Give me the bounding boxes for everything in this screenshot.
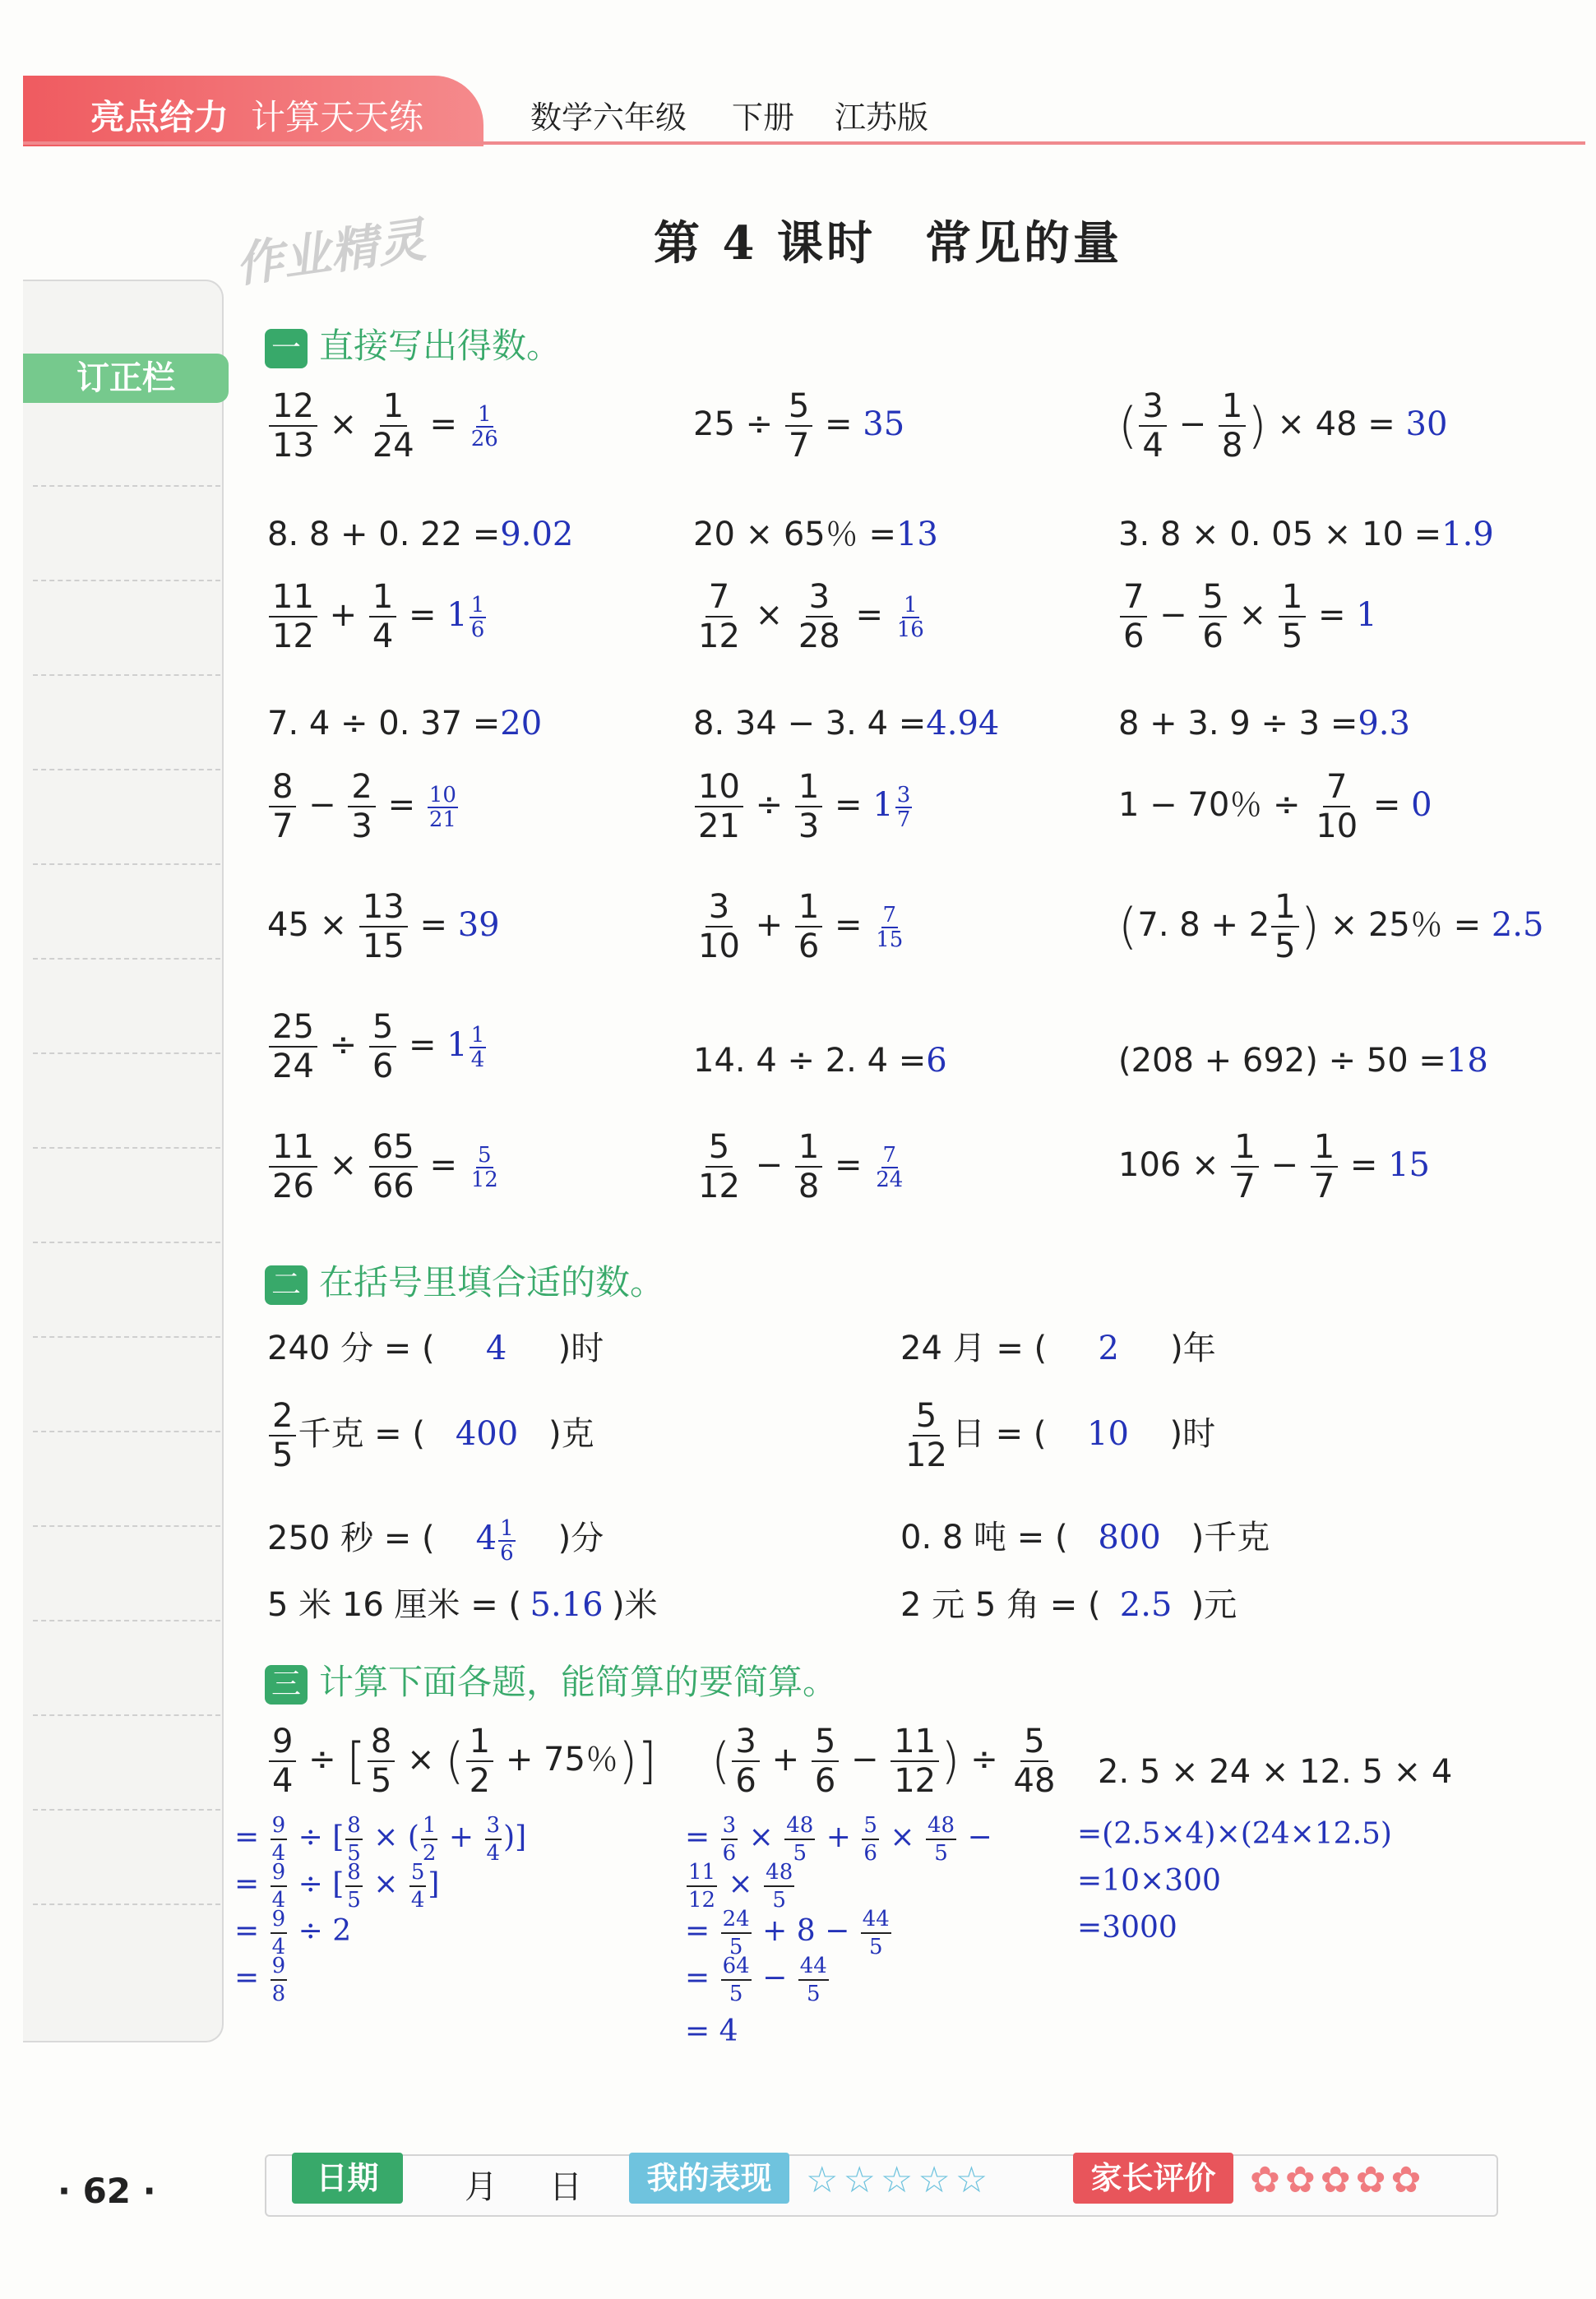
answer: 4.94	[926, 705, 1000, 742]
sidebar-line	[33, 1714, 220, 1716]
answer: 1 $\frac{1}{4}$	[446, 1023, 485, 1072]
answer: 39	[457, 906, 500, 944]
answer: 4 $\frac{1}{6}$	[475, 1516, 514, 1566]
problem-r4c3: 8 + 3. 9 ÷ 3 =9.3	[1118, 705, 1410, 742]
answer: 6	[926, 1042, 947, 1080]
work-1-step2: = $\frac{9}{4}$ ÷ [ $\frac{8}{5}$ × $\frac{5}{4}$ ]	[234, 1860, 440, 1913]
section-title-1: 直接写出得数。	[319, 326, 562, 366]
sidebar-line	[33, 1525, 220, 1527]
date-label: 日期	[292, 2153, 403, 2204]
work-2-step3: = $\frac{64}{5}$ − $\frac{44}{5}$	[685, 1954, 827, 2006]
problem-3-3: 2. 5 × 24 × 12. 5 × 4	[1098, 1753, 1453, 1791]
work-2-step2: = $\frac{24}{5}$ + 8 − $\frac{44}{5}$	[685, 1907, 890, 1959]
section-title-3: 计算下面各题，能简算的要简算。	[319, 1662, 838, 1702]
fill-d1: 5 米 16 厘米 = ( 5.16 )米	[267, 1586, 658, 1624]
answer: 9.3	[1358, 705, 1410, 742]
answer: 1 $\frac{3}{7}$	[872, 783, 911, 832]
work-2-step1: = $\frac{3}{6}$ × $\frac{48}{5}$ + $\frac{5}{6}$ × $\frac{48}{5}$ −	[685, 1813, 992, 1866]
sidebar-line	[33, 863, 220, 865]
answer: 15	[1388, 1146, 1431, 1184]
answer: 2	[1098, 1330, 1119, 1367]
lesson-title: 第 4 课时 常见的量	[654, 216, 1122, 271]
problem-r2c2: 20 × 65％ =13	[693, 516, 938, 553]
answer: $\frac{7}{15}$	[876, 903, 904, 952]
problem-r3c1: $\frac{11}{12}$ + $\frac{1}{4}$ = 1 $\frac{1}{6}$	[267, 581, 488, 653]
answer: 800	[1098, 1519, 1161, 1557]
problem-r2c3: 3. 8 × 0. 05 × 10 =1.9	[1118, 516, 1494, 553]
sidebar-label: 订正栏	[23, 354, 229, 403]
sidebar-line	[33, 1242, 220, 1243]
problem-r8c1: $\frac{11}{26}$ × $\frac{65}{66}$ = $\frac{5}{12}$	[267, 1131, 502, 1203]
answer: $\frac{1}{16}$	[896, 593, 924, 642]
problem-r1c1: $\frac{12}{13}$ × $\frac{1}{24}$ = $\frac{1}{26}$	[267, 390, 502, 462]
brand-subtitle: 计算天天练	[251, 97, 424, 137]
fill-a2: 24 月 = ( 2 )年	[900, 1330, 1216, 1367]
answer: $\frac{10}{21}$	[428, 783, 456, 832]
problem-r3c3: $\frac{7}{6}$ − $\frac{5}{6}$ × $\frac{1}{5}$ = 1	[1118, 581, 1377, 653]
problem-r7c3: (208 + 692) ÷ 50 =18	[1118, 1042, 1488, 1080]
problem-r4c1: 7. 4 ÷ 0. 37 =20	[267, 705, 543, 742]
section-number-1: 一	[265, 329, 308, 368]
page-number: · 62 ·	[58, 2171, 156, 2211]
answer: 4	[485, 1330, 507, 1367]
star-rating-icon[interactable]: ☆☆☆☆☆	[806, 2159, 993, 2201]
problem-r1c2: 25 ÷ $\frac{5}{7}$ = 35	[693, 387, 905, 465]
answer: 30	[1405, 405, 1448, 443]
sidebar-line	[33, 485, 220, 487]
answer: 2.5	[1119, 1586, 1173, 1624]
answer: 20	[500, 705, 543, 742]
problem-r8c3: 106 × $\frac{1}{7}$ − $\frac{1}{7}$ = 15	[1118, 1128, 1431, 1205]
problem-r8c2: $\frac{5}{12}$ − $\frac{1}{8}$ = $\frac{7}{24}$	[693, 1131, 906, 1203]
sidebar-line	[33, 1809, 220, 1811]
section-title-2: 在括号里填合适的数。	[319, 1262, 665, 1302]
sidebar-line	[33, 1052, 220, 1054]
answer: 1.9	[1441, 516, 1494, 553]
watermark: 作业精灵	[232, 211, 429, 294]
work-1-step4: = $\frac{9}{8}$	[234, 1954, 286, 2006]
correction-sidebar	[23, 280, 224, 2042]
answer: 2.5	[1491, 906, 1544, 944]
answer: 1 $\frac{1}{6}$	[446, 593, 485, 642]
answer: $\frac{1}{26}$	[470, 402, 498, 451]
sidebar-line	[33, 1336, 220, 1338]
problem-r5c1: $\frac{8}{7}$ − $\frac{2}{3}$ = $\frac{10}{21}$	[267, 770, 460, 843]
answer: 13	[895, 516, 938, 553]
answer: 9.02	[500, 516, 574, 553]
sidebar-line	[33, 1620, 220, 1621]
sidebar-line	[33, 674, 220, 676]
answer: 400	[455, 1415, 519, 1453]
section-number-3: 三	[265, 1665, 308, 1705]
section-heading-1	[265, 319, 561, 368]
problem-r4c2: 8. 34 − 3. 4 =4.94	[693, 705, 1000, 742]
problem-r1c3: ( $\frac{3}{4}$ − $\frac{1}{8}$ ) × 48 = 30	[1118, 387, 1448, 465]
answer: 10	[1087, 1415, 1129, 1453]
problem-r6c3: (7. 8 + 2 $\frac{1}{5}$ ) × 25％ = 2.5	[1118, 888, 1544, 965]
parent-eval-label: 家长评价	[1073, 2153, 1233, 2204]
performance-label: 我的表现	[629, 2153, 789, 2204]
problem-r3c2: $\frac{7}{12}$ × $\frac{3}{28}$ = $\frac{1}{16}$	[693, 581, 928, 653]
work-2-step1b: $\frac{11}{12}$ × $\frac{48}{5}$	[688, 1860, 793, 1913]
problem-3-2: ( $\frac{3}{6}$ + $\frac{5}{6}$ − $\frac{11}{12}$ ) ÷ $\frac{5}{48}$	[711, 1723, 1056, 1800]
problem-r5c3: 1 − 70％ ÷ $\frac{7}{10}$ = 0	[1118, 768, 1432, 845]
sidebar-line	[33, 1147, 220, 1149]
header-divider	[23, 141, 1585, 145]
section-heading-3	[265, 1655, 837, 1705]
problem-r5c2: $\frac{10}{21}$ ÷ $\frac{1}{3}$ = 1 $\frac{3}{7}$	[693, 770, 914, 843]
work-3-step1: =(2.5×4)×(24×12.5)	[1077, 1817, 1392, 1851]
month-label: 月	[465, 2168, 497, 2206]
header-volume: 下册	[732, 99, 795, 136]
work-3-step3: =3000	[1077, 1911, 1177, 1945]
fill-b1: $\frac{2}{5}$ 千克 = ( 400 )克	[267, 1399, 594, 1472]
section-number-2: 二	[265, 1265, 308, 1305]
header-edition: 江苏版	[835, 99, 929, 136]
work-1-step1: = $\frac{9}{4}$ ÷ [ $\frac{8}{5}$ × ( $\frac{1}{2}$ + $\frac{3}{4}$ )]	[234, 1813, 527, 1866]
fill-a1: 240 分 = ( 4 )时	[267, 1330, 604, 1367]
problem-r6c1: 45 × $\frac{13}{15}$ = 39	[267, 888, 500, 965]
problem-r2c1: 8. 8 + 0. 22 =9.02	[267, 516, 574, 553]
answer: 1	[1356, 596, 1377, 634]
sidebar-line	[33, 958, 220, 960]
fill-d2: 2 元 5 角 = ( 2.5 )元	[900, 1586, 1237, 1624]
sidebar-line	[33, 580, 220, 581]
answer: $\frac{7}{24}$	[876, 1143, 904, 1192]
work-2-answer: = 4	[685, 2015, 738, 2048]
section-heading-2	[265, 1256, 664, 1305]
answer: $\frac{5}{12}$	[470, 1143, 498, 1192]
sidebar-line	[33, 1903, 220, 1905]
work-3-step2: =10×300	[1077, 1864, 1221, 1898]
fill-b2: $\frac{5}{12}$ 日 = ( 10 )时	[905, 1397, 1216, 1474]
fill-c2: 0. 8 吨 = ( 800 )千克	[900, 1519, 1270, 1557]
answer: 5.16	[530, 1586, 604, 1624]
answer: 18	[1446, 1042, 1488, 1080]
flower-rating-icon[interactable]: ✿✿✿✿✿	[1250, 2159, 1427, 2201]
work-1-step3: = $\frac{9}{4}$ ÷ 2	[234, 1907, 352, 1959]
fill-c1: 250 秒 = ( 4 $\frac{1}{6}$ )分	[267, 1516, 604, 1566]
problem-r7c2: 14. 4 ÷ 2. 4 =6	[693, 1042, 947, 1080]
sidebar-line	[33, 1431, 220, 1432]
brand-name: 亮点给力	[90, 97, 229, 137]
answer: 35	[863, 405, 905, 443]
problem-r6c2: $\frac{3}{10}$ + $\frac{1}{6}$ = $\frac{7}{15}$	[693, 890, 906, 963]
day-label: 日	[549, 2168, 582, 2206]
problem-r7c1: $\frac{25}{24}$ ÷ $\frac{5}{6}$ = 1 $\frac{1}{4}$	[267, 1011, 488, 1083]
sidebar-line	[33, 769, 220, 770]
header-subject: 数学六年级	[530, 99, 687, 136]
problem-3-1: $\frac{9}{4}$ ÷ [ $\frac{8}{5}$ × ( $\frac{1}{2}$ + 75％)]	[267, 1725, 657, 1797]
answer: 0	[1411, 786, 1432, 824]
